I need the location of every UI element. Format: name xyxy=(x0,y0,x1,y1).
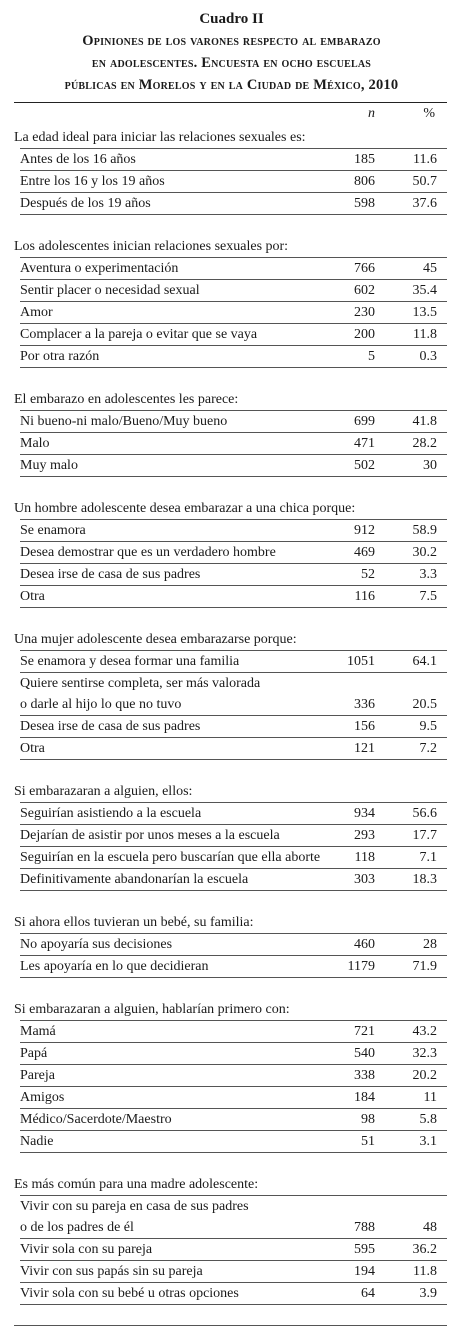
question-title: El embarazo en adolescentes les parece: xyxy=(14,392,239,407)
row-label: Pareja xyxy=(20,1068,55,1083)
row-label: Vivir sola con su pareja xyxy=(20,1242,153,1257)
row-percent: 3.3 xyxy=(419,567,437,582)
table-row xyxy=(20,410,447,432)
row-percent: 0.3 xyxy=(419,349,437,364)
row-percent: 18.3 xyxy=(412,872,437,887)
row-count: 185 xyxy=(354,152,375,167)
table-row xyxy=(20,148,447,170)
question-title: Si embarazaran a alguien, hablarían primero con: xyxy=(14,1002,290,1017)
question-section xyxy=(0,236,463,368)
option-list xyxy=(0,1020,463,1153)
row-percent: 56.6 xyxy=(412,806,437,821)
row-count: 52 xyxy=(361,567,375,582)
row-count: 699 xyxy=(354,414,375,429)
row-percent: 5.8 xyxy=(419,1112,437,1127)
option-list xyxy=(0,519,463,608)
table-row xyxy=(20,192,447,215)
row-label: Mamá xyxy=(20,1024,56,1039)
row-label: Muy malo xyxy=(20,458,78,473)
table-row xyxy=(20,541,447,563)
row-percent: 3.9 xyxy=(419,1286,437,1301)
row-percent: 7.5 xyxy=(419,589,437,604)
option-list xyxy=(0,933,463,978)
row-count: 502 xyxy=(354,458,375,473)
question-section xyxy=(0,1174,463,1305)
column-header xyxy=(0,103,463,127)
question-title: Una mujer adolescente desea embarazarse porque: xyxy=(14,632,297,647)
question-section xyxy=(0,629,463,760)
row-count: 184 xyxy=(354,1090,375,1105)
table-row xyxy=(20,519,447,541)
row-label: Se enamora xyxy=(20,523,86,538)
row-count: 230 xyxy=(354,305,375,320)
row-percent: 9.5 xyxy=(419,719,437,734)
row-label: Por otra razón xyxy=(20,349,100,364)
row-percent: 20.2 xyxy=(412,1068,437,1083)
row-percent: 17.7 xyxy=(412,828,437,843)
row-percent: 50.7 xyxy=(412,174,437,189)
table-row xyxy=(20,1064,447,1086)
row-label: Amor xyxy=(20,305,53,320)
row-count: 118 xyxy=(354,850,375,865)
table-row xyxy=(20,1195,447,1238)
table-caption xyxy=(0,8,463,96)
table-row xyxy=(20,955,447,978)
row-label: Seguirían en la escuela pero buscarían que ella aborte xyxy=(20,850,321,865)
question-title: Un hombre adolescente desea embarazar a una chica porque: xyxy=(14,501,356,516)
row-percent: 35.4 xyxy=(412,283,437,298)
row-percent: 7.1 xyxy=(419,850,437,865)
row-count: 540 xyxy=(354,1046,375,1061)
table-row xyxy=(20,933,447,955)
row-percent: 45 xyxy=(423,261,437,276)
table-row xyxy=(20,1042,447,1064)
row-count: 934 xyxy=(354,806,375,821)
row-percent: 13.5 xyxy=(412,305,437,320)
row-label: Nadie xyxy=(20,1134,54,1149)
table-row xyxy=(20,868,447,891)
row-count: 64 xyxy=(361,1286,375,1301)
row-label: Vivir sola con su bebé u otras opciones xyxy=(20,1286,239,1301)
question-section xyxy=(0,127,463,215)
column-header-n: n xyxy=(368,106,375,121)
row-percent: 43.2 xyxy=(412,1024,437,1039)
row-count: 303 xyxy=(354,872,375,887)
row-percent: 36.2 xyxy=(412,1242,437,1257)
row-label: Ni bueno-ni malo/Bueno/Muy bueno xyxy=(20,414,228,429)
question-section xyxy=(0,498,463,608)
table-row xyxy=(20,454,447,477)
table-body xyxy=(0,127,463,1305)
row-count: 766 xyxy=(354,261,375,276)
row-label: Otra xyxy=(20,741,45,756)
row-label: No apoyaría sus decisiones xyxy=(20,937,173,952)
row-label: Antes de los 16 años xyxy=(20,152,136,167)
table-row xyxy=(20,672,447,715)
row-label: Aventura o experimentación xyxy=(20,261,179,276)
row-percent: 11.6 xyxy=(413,152,437,167)
row-label: Les apoyaría en lo que decidieran xyxy=(20,959,209,974)
option-list xyxy=(0,410,463,477)
row-percent: 30.2 xyxy=(412,545,437,560)
table-row xyxy=(20,1260,447,1282)
row-count: 471 xyxy=(354,436,375,451)
row-percent: 11.8 xyxy=(413,327,437,342)
row-percent: 32.3 xyxy=(412,1046,437,1061)
table-row xyxy=(20,323,447,345)
row-percent: 37.6 xyxy=(412,196,437,211)
row-percent: 41.8 xyxy=(412,414,437,429)
table-row xyxy=(20,345,447,368)
row-label: Se enamora y desea formar una familia xyxy=(20,654,240,669)
column-header-percent: % xyxy=(423,106,435,121)
row-percent: 11 xyxy=(423,1090,437,1105)
row-percent: 64.1 xyxy=(412,654,437,669)
row-percent: 28 xyxy=(423,937,437,952)
row-percent: 58.9 xyxy=(412,523,437,538)
table-row xyxy=(20,1108,447,1130)
question-section xyxy=(0,389,463,477)
row-label: Vivir con su pareja en casa de sus padres xyxy=(20,1199,249,1214)
table-row xyxy=(20,585,447,608)
row-label: Malo xyxy=(20,436,50,451)
table-row xyxy=(20,170,447,192)
table-row xyxy=(20,737,447,760)
table-row xyxy=(20,846,447,868)
row-label: Seguirían asistiendo a la escuela xyxy=(20,806,202,821)
row-label: Entre los 16 y los 19 años xyxy=(20,174,165,189)
question-section xyxy=(0,999,463,1153)
row-count: 338 xyxy=(354,1068,375,1083)
row-count: 116 xyxy=(354,589,375,604)
row-percent: 48 xyxy=(423,1220,437,1235)
table-row xyxy=(20,650,447,672)
row-label: Definitivamente abandonarían la escuela xyxy=(20,872,249,887)
row-label: Amigos xyxy=(20,1090,65,1105)
row-count: 121 xyxy=(354,741,375,756)
row-count: 602 xyxy=(354,283,375,298)
question-section xyxy=(0,781,463,891)
table-row xyxy=(20,1282,447,1305)
row-percent: 30 xyxy=(423,458,437,473)
table-row xyxy=(20,563,447,585)
row-percent: 20.5 xyxy=(412,697,437,712)
table-row xyxy=(20,824,447,846)
option-list xyxy=(0,148,463,215)
row-count: 51 xyxy=(361,1134,375,1149)
question-title: Si embarazaran a alguien, ellos: xyxy=(14,784,193,799)
row-label: Después de los 19 años xyxy=(20,196,151,211)
row-count: 788 xyxy=(354,1220,375,1235)
row-count: 293 xyxy=(354,828,375,843)
table-title-line: en adolescentes. Encuesta en ocho escuelas xyxy=(91,55,372,71)
table-row xyxy=(20,715,447,737)
row-count: 721 xyxy=(354,1024,375,1039)
row-label: Dejarían de asistir por unos meses a la escuela xyxy=(20,828,280,843)
row-label: Papá xyxy=(20,1046,48,1061)
row-count: 336 xyxy=(354,697,375,712)
table-row xyxy=(20,1238,447,1260)
table-row xyxy=(20,432,447,454)
row-count: 1179 xyxy=(347,959,375,974)
option-list xyxy=(0,1195,463,1305)
table-row xyxy=(20,1086,447,1108)
table-title-line: públicas en Morelos y en la Ciudad de México, 2010 xyxy=(64,77,399,93)
table-row xyxy=(20,257,447,279)
table-row xyxy=(20,301,447,323)
row-label: Desea irse de casa de sus padres xyxy=(20,567,201,582)
row-percent: 28.2 xyxy=(412,436,437,451)
table-row xyxy=(20,1130,447,1153)
row-label: Sentir placer o necesidad sexual xyxy=(20,283,200,298)
row-label: Desea irse de casa de sus padres xyxy=(20,719,201,734)
table-row xyxy=(20,279,447,301)
row-count: 194 xyxy=(354,1264,375,1279)
row-label-continued: o darle al hijo lo que no tuvo xyxy=(20,697,182,712)
row-label-continued: o de los padres de él xyxy=(20,1220,134,1235)
question-title: La edad ideal para iniciar las relaciones sexuales es: xyxy=(14,130,306,145)
row-label: Vivir con sus papás sin su pareja xyxy=(20,1264,203,1279)
option-list xyxy=(0,802,463,891)
row-count: 5 xyxy=(368,349,375,364)
row-percent: 3.1 xyxy=(419,1134,437,1149)
row-label: Desea demostrar que es un verdadero hombre xyxy=(20,545,276,560)
row-label: Complacer a la pareja o evitar que se vaya xyxy=(20,327,258,342)
row-count: 806 xyxy=(354,174,375,189)
option-list xyxy=(0,650,463,760)
row-count: 156 xyxy=(354,719,375,734)
row-percent: 71.9 xyxy=(412,959,437,974)
row-percent: 7.2 xyxy=(419,741,437,756)
table-row xyxy=(20,802,447,824)
row-count: 469 xyxy=(354,545,375,560)
row-count: 912 xyxy=(354,523,375,538)
question-section xyxy=(0,912,463,978)
row-count: 595 xyxy=(354,1242,375,1257)
question-title: Los adolescentes inician relaciones sexuales por: xyxy=(14,239,289,254)
row-percent: 11.8 xyxy=(413,1264,437,1279)
table-row xyxy=(20,1020,447,1042)
table-title-line: Opiniones de los varones respecto al embarazo xyxy=(82,33,381,49)
table-label: Cuadro II xyxy=(199,11,264,27)
row-count: 200 xyxy=(354,327,375,342)
row-count: 460 xyxy=(354,937,375,952)
question-title: Si ahora ellos tuvieran un bebé, su familia: xyxy=(14,915,254,930)
row-count: 1051 xyxy=(347,654,375,669)
question-title: Es más común para una madre adolescente: xyxy=(14,1177,259,1192)
row-count: 98 xyxy=(361,1112,375,1127)
row-label: Quiere sentirse completa, ser más valorada xyxy=(20,676,261,691)
row-label: Médico/Sacerdote/Maestro xyxy=(20,1112,172,1127)
row-label: Otra xyxy=(20,589,45,604)
option-list xyxy=(0,257,463,368)
row-count: 598 xyxy=(354,196,375,211)
